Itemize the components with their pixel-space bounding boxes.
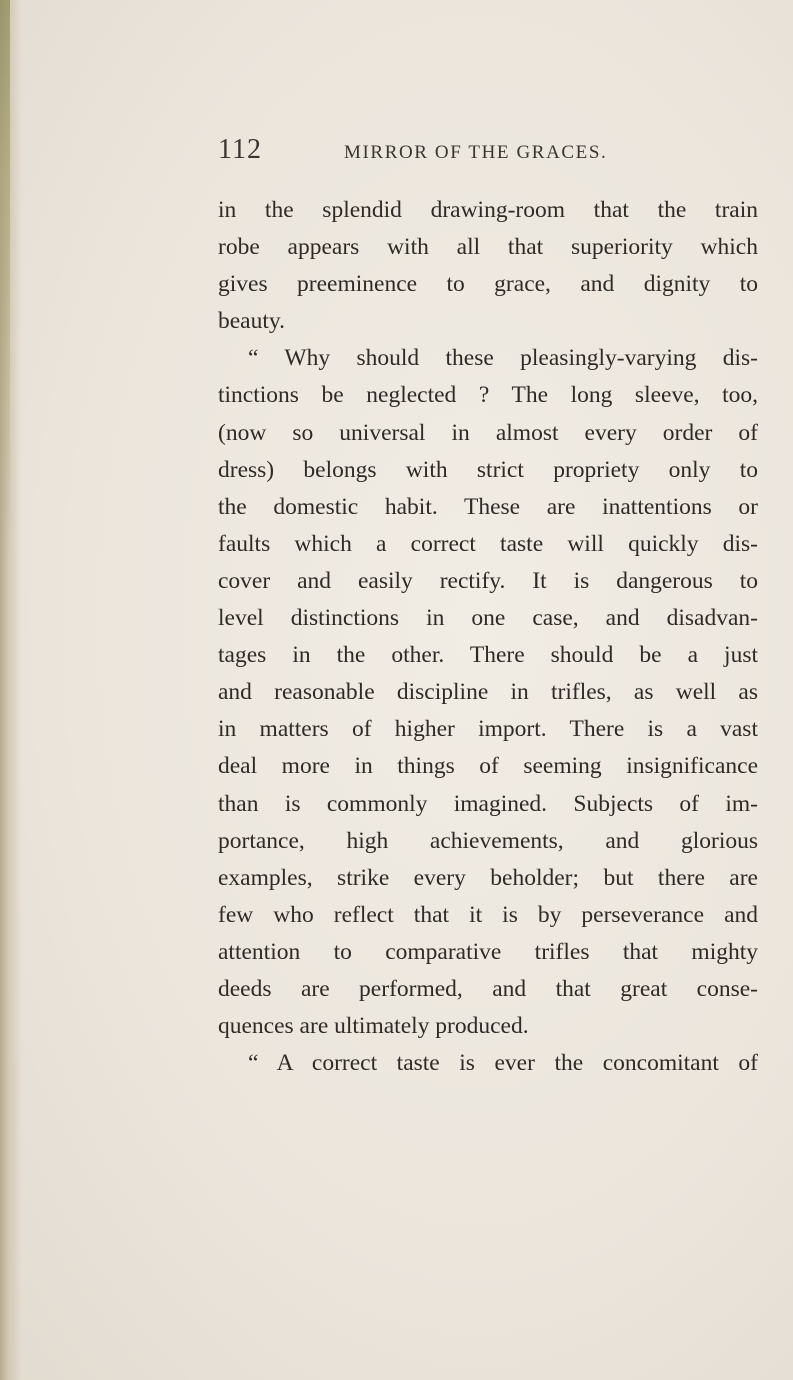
- text-line: faults which a correct taste will quickly dis-: [218, 530, 758, 557]
- text-line: tinctions be neglected ? The long sleeve, too,: [218, 382, 758, 409]
- text-line: gives preeminence to grace, and dignity to: [218, 271, 758, 298]
- text-line: examples, strike every beholder; but there are: [218, 864, 758, 891]
- text-line: tages in the other. There should be a just: [218, 642, 758, 669]
- text-line: dress) belongs with strict propriety only to: [218, 456, 758, 483]
- text-line: in the splendid drawing-room that the train: [218, 197, 758, 223]
- text-line: deeds are performed, and that great conse-: [218, 975, 758, 1002]
- text-line: and reasonable discipline in trifles, as well as: [218, 679, 758, 706]
- text-line: quences are ultimately produced.: [218, 1013, 529, 1040]
- text-line: than is commonly imagined. Subjects of im-: [218, 790, 758, 817]
- text-line: attention to comparative trifles that mighty: [218, 938, 758, 965]
- text-line: robe appears with all that superiority which: [218, 234, 758, 261]
- text-line: in matters of higher import. There is a vast: [218, 716, 758, 743]
- running-head: MIRROR OF THE GRACES.: [344, 142, 608, 163]
- text-line: “ A correct taste is ever the concomitant of: [248, 1050, 758, 1077]
- text-line: the domestic habit. These are inattentions or: [218, 493, 758, 520]
- text-line: few who reflect that it is by perseverance and: [218, 901, 758, 928]
- text-line: (now so universal in almost every order of: [218, 419, 758, 446]
- text-line: level distinctions in one case, and disadvan-: [218, 605, 758, 632]
- text-line: beauty.: [218, 308, 285, 335]
- text-line: deal more in things of seeming insignificance: [218, 753, 758, 780]
- body-text: [218, 192, 758, 1082]
- text-line: portance, high achievements, and glorious: [218, 827, 758, 854]
- text-line: “ Why should these pleasingly-varying dis-: [248, 345, 758, 372]
- text-line: cover and easily rectify. It is dangerous to: [218, 567, 758, 594]
- page-header: [218, 134, 758, 174]
- page-number: 112: [218, 134, 262, 165]
- binding-stain: [0, 0, 10, 560]
